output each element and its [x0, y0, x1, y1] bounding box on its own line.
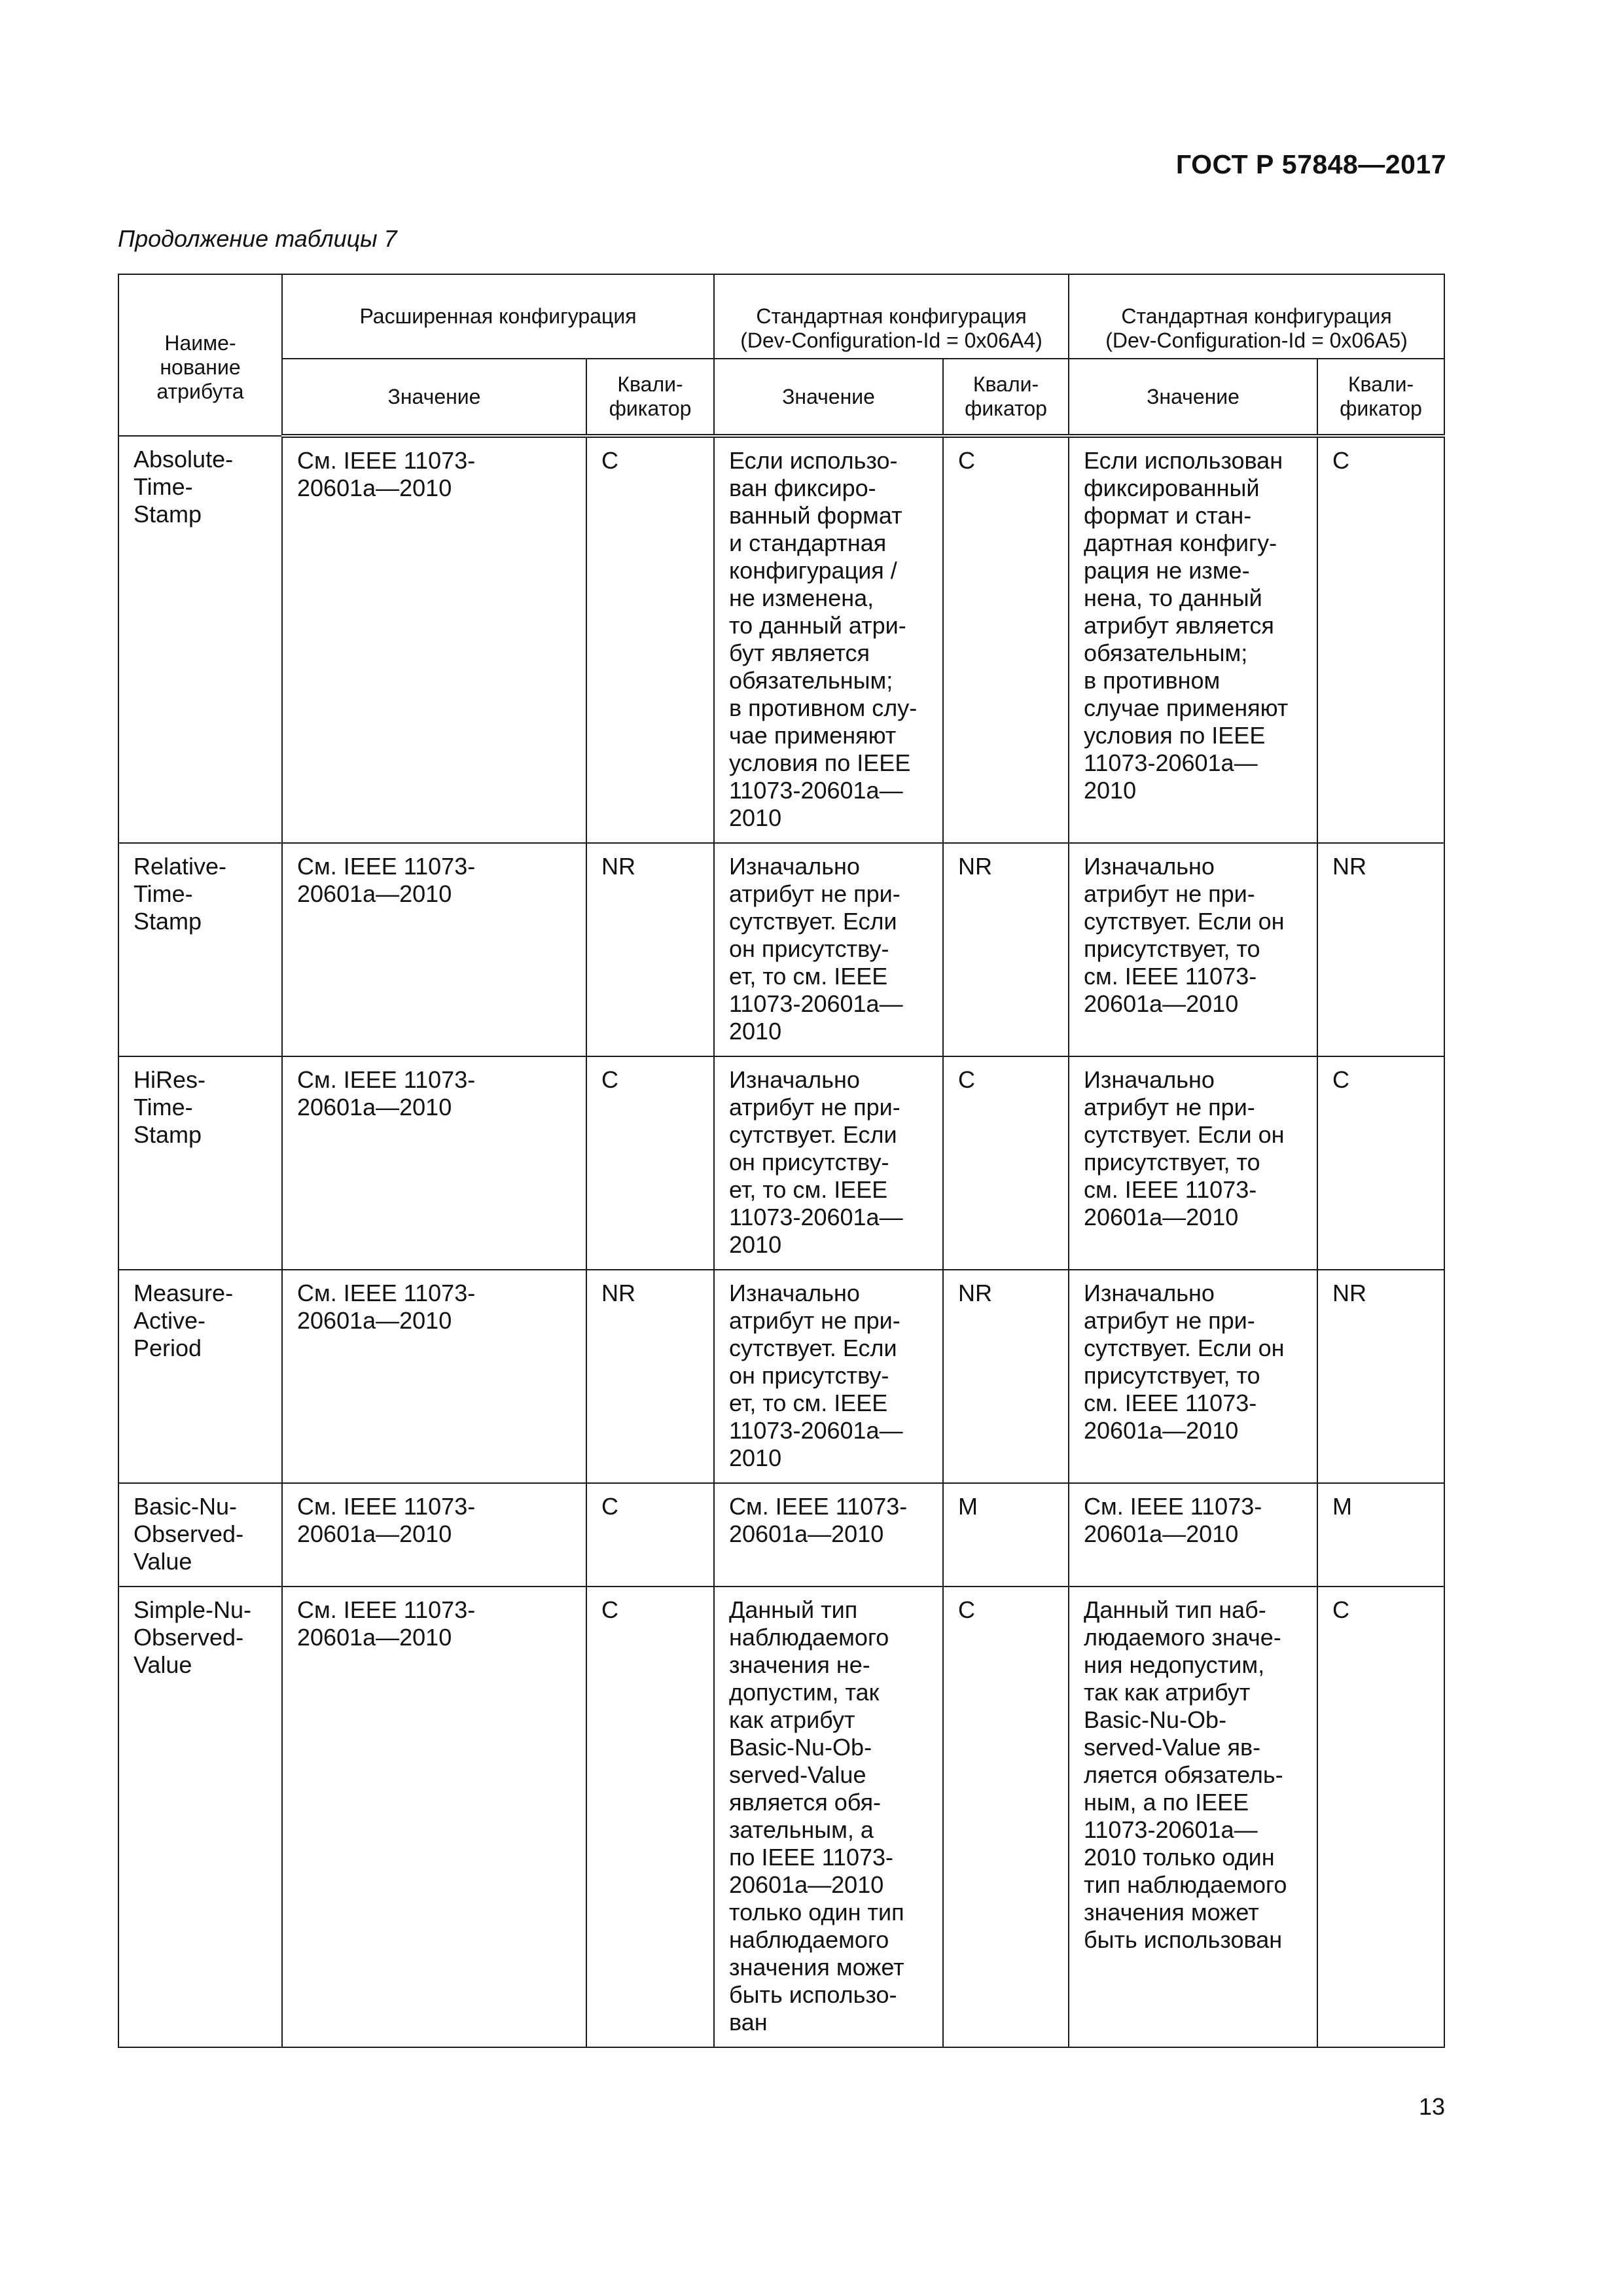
- header-a4-value: [714, 359, 943, 436]
- header-ext-qualifier: [586, 359, 714, 436]
- table-row: [118, 1056, 1444, 1270]
- cell-a4-value: Если использо- ван фиксиро- ванный формат и стандартная конфигурация / не изменена, то данный атри- бут является обязательным; в противном слу- чае применяют условия по IEEE 11073-20601a— 2010: [714, 436, 943, 843]
- cell-ext-value: См. IEEE 11073- 20601a—2010: [282, 1483, 586, 1587]
- cell-a4-qualifier: C: [943, 1056, 1069, 1270]
- header-ext-value-label: Значение: [387, 384, 481, 408]
- table-caption: Продолжение таблицы 7: [118, 225, 397, 252]
- header-std-config-a5: [1069, 274, 1444, 359]
- cell-ext-qualifier: C: [586, 1056, 714, 1270]
- header-a4-value-label: Значение: [782, 384, 875, 408]
- cell-a5-value: См. IEEE 11073- 20601a—2010: [1069, 1483, 1317, 1587]
- cell-a5-qualifier: M: [1317, 1483, 1444, 1587]
- cell-a4-value: См. IEEE 11073- 20601a—2010: [714, 1483, 943, 1587]
- cell-a4-qualifier: M: [943, 1483, 1069, 1587]
- cell-a4-value: Данный тип наблюдаемого значения не- допустим, так как атрибут Basic-Nu-Ob- served-Value является обя- зательным, а по IEEE 11073- 20601a—2010 только один тип наблюдаемого значения может быть использо- ван: [714, 1587, 943, 2047]
- cell-ext-qualifier: C: [586, 1587, 714, 2047]
- table-row: [118, 1483, 1444, 1587]
- header-ext-value: [282, 359, 586, 436]
- cell-a4-value: Изначально атрибут не при- сутствует. Если он присутству- ет, то см. IEEE 11073-20601a— 2010: [714, 1270, 943, 1483]
- cell-a5-qualifier: C: [1317, 1056, 1444, 1270]
- cell-a5-value: Изначально атрибут не при- сутствует. Если он присутствует, то см. IEEE 11073- 20601a—2010: [1069, 843, 1317, 1056]
- header-attr-name-label: Наиме- нование атрибута: [156, 331, 244, 403]
- cell-attr-name: Simple-Nu- Observed- Value: [118, 1587, 282, 2047]
- table-row: [118, 1587, 1444, 2047]
- cell-ext-value: См. IEEE 11073- 20601a—2010: [282, 1056, 586, 1270]
- cell-a4-qualifier: C: [943, 436, 1069, 843]
- header-a4-qualifier-label: Квали- фикатор: [965, 372, 1047, 420]
- header-std-config-a4: [714, 274, 1069, 359]
- table-container: [118, 274, 1444, 2048]
- header-a4-qualifier: [943, 359, 1069, 436]
- cell-ext-qualifier: NR: [586, 1270, 714, 1483]
- cell-a4-qualifier: NR: [943, 843, 1069, 1056]
- cell-a4-qualifier: NR: [943, 1270, 1069, 1483]
- header-row-bottom: [118, 359, 1444, 436]
- header-ext-qualifier-label: Квали- фикатор: [609, 372, 692, 420]
- cell-attr-name: Measure- Active- Period: [118, 1270, 282, 1483]
- table-row: [118, 436, 1444, 843]
- table-row: [118, 1270, 1444, 1483]
- cell-ext-qualifier: C: [586, 436, 714, 843]
- cell-attr-name: Basic-Nu- Observed- Value: [118, 1483, 282, 1587]
- header-std-config-a4-label: Стандартная конфигурация (Dev-Configuration-Id = 0x06A4): [740, 304, 1043, 352]
- header-std-config-a5-label: Стандартная конфигурация (Dev-Configuration-Id = 0x06A5): [1105, 304, 1408, 352]
- header-a5-qualifier-label: Квали- фикатор: [1340, 372, 1422, 420]
- header-a5-qualifier: [1317, 359, 1444, 436]
- cell-attr-name: Relative- Time- Stamp: [118, 843, 282, 1056]
- document-code: ГОСТ Р 57848—2017: [1175, 149, 1446, 179]
- header-attr-name: [118, 274, 282, 436]
- header-extended-config-label: Расширенная конфигурация: [359, 304, 637, 328]
- cell-a5-value: Данный тип наб- людаемого значе- ния недопустим, так как атрибут Basic-Nu-Ob- served-Value яв- ляется обязатель- ным, а по IEEE 11073-20601a— 2010 только один тип наблюдаемого значения может быть использован: [1069, 1587, 1317, 2047]
- header-extended-config: [282, 274, 714, 359]
- cell-ext-value: См. IEEE 11073- 20601a—2010: [282, 1270, 586, 1483]
- cell-a5-qualifier: C: [1317, 436, 1444, 843]
- cell-a5-value: Если использован фиксированный формат и стан- дартная конфигу- рация не изме- нена, то данный атрибут является обязательным; в противном случае применяют условия по IEEE 11073-20601a— 2010: [1069, 436, 1317, 843]
- table-row: [118, 843, 1444, 1056]
- cell-ext-qualifier: C: [586, 1483, 714, 1587]
- header-row-top: [118, 274, 1444, 359]
- header-a5-value: [1069, 359, 1317, 436]
- cell-a4-value: Изначально атрибут не при- сутствует. Если он присутству- ет, то см. IEEE 11073-20601a— 2010: [714, 843, 943, 1056]
- cell-ext-value: См. IEEE 11073- 20601a—2010: [282, 843, 586, 1056]
- attributes-table: [118, 274, 1445, 2048]
- cell-attr-name: HiRes- Time- Stamp: [118, 1056, 282, 1270]
- cell-a4-qualifier: C: [943, 1587, 1069, 2047]
- cell-a5-qualifier: NR: [1317, 843, 1444, 1056]
- cell-a5-qualifier: C: [1317, 1587, 1444, 2047]
- cell-ext-value: См. IEEE 11073- 20601a—2010: [282, 436, 586, 843]
- cell-a4-value: Изначально атрибут не при- сутствует. Если он присутству- ет, то см. IEEE 11073-20601a— 2010: [714, 1056, 943, 1270]
- cell-ext-value: См. IEEE 11073- 20601a—2010: [282, 1587, 586, 2047]
- header-a5-value-label: Значение: [1147, 384, 1240, 408]
- page-number: 13: [1418, 2093, 1445, 2120]
- cell-a5-value: Изначально атрибут не при- сутствует. Если он присутствует, то см. IEEE 11073- 20601a—2010: [1069, 1270, 1317, 1483]
- cell-ext-qualifier: NR: [586, 843, 714, 1056]
- cell-a5-qualifier: NR: [1317, 1270, 1444, 1483]
- cell-a5-value: Изначально атрибут не при- сутствует. Если он присутствует, то см. IEEE 11073- 20601a—2010: [1069, 1056, 1317, 1270]
- cell-attr-name: Absolute- Time- Stamp: [118, 436, 282, 843]
